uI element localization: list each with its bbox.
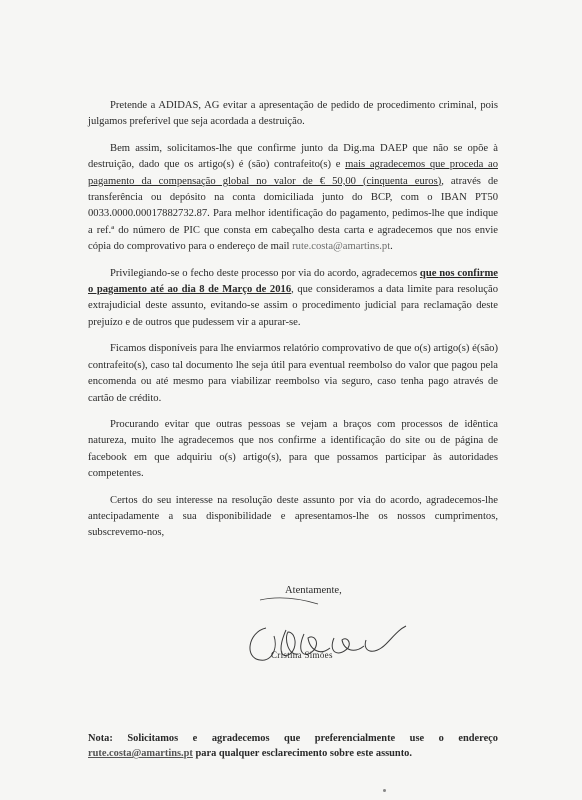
paragraph-5-text: Procurando evitar que outras pessoas se vejam a braços com processos de idêntica natureza, muito lhe agradecemos que nos confirme a identificação do site ou de página de facebook em que adquiriu o(s) artigo(s), para que possamos participar às autoridades competentes. bbox=[88, 418, 498, 480]
paragraph-5 bbox=[88, 417, 498, 483]
paragraph-6 bbox=[88, 493, 498, 542]
paragraph-2-text-a: Bem assim, solicitamos-lhe que confirme junto da Dig.ma DAEP que não se opõe à destruição, dado que os artigo(s) é (são) contrafeito(s) e bbox=[88, 142, 498, 171]
paragraph-2 bbox=[88, 141, 498, 256]
email-link[interactable]: rute.costa@amartins.pt bbox=[292, 241, 391, 253]
note-email-link[interactable]: rute.costa@amartins.pt bbox=[88, 748, 193, 759]
paragraph-4-text: Ficamos disponíveis para lhe enviarmos relatório comprovativo de que o(s) artigo(s) é(são) contrafeito(s), caso tal documento lhe seja útil para eventual reembolso do valor que pagou pela encomenda ou até mesmo para viabilizar reembolso via seguro, caso tenha pago através de cartão de crédito. bbox=[88, 343, 498, 404]
note-text-1: Solicitamos e agradecemos que preferencialmente use o endereço bbox=[112, 733, 498, 744]
signer-name: Cristina Simões bbox=[271, 650, 333, 660]
closing-salutation: Atentamente, bbox=[285, 585, 342, 596]
note-label: Nota: bbox=[88, 733, 113, 744]
letter-body bbox=[88, 98, 498, 552]
paragraph-1-text: Pretende a ADIDAS, AG evitar a apresentação de pedido de procedimento criminal, pois julgamos preferível que seja acordada a destruição. bbox=[88, 100, 498, 128]
paragraph-3-text-a: Privilegiando-se o fecho deste processo por via do acordo, agradecemos bbox=[110, 267, 420, 279]
paragraph-6-text: Certos do seu interesse na resolução deste assunto por via do acordo, agradecemos-lhe antecipadamente a sua disponibilidade e apresentamos-lhe os nossos cumprimentos, subscrevemo-nos, bbox=[88, 494, 498, 539]
payment-request-highlight: mais agradecemos que proceda ao pagamento da compensação global no valor de € 50,00 (cinquenta euros) bbox=[88, 159, 498, 187]
deadline-highlight: que nos confirme o pagamento até ao dia 8 de Março de 2016 bbox=[88, 267, 498, 296]
paragraph-4 bbox=[88, 341, 498, 407]
paragraph-2-text-e: . bbox=[390, 241, 393, 253]
note-text-2: para qualquer esclarecimento sobre este assunto. bbox=[192, 748, 412, 759]
paragraph-3-text-c: , que consideramos a data limite para resolução extrajudicial deste assunto, evitando-se assim o procedimento judicial para reclamação deste prejuízo e de outros que pudessem vir a apurar-se. bbox=[88, 284, 498, 328]
footer-note bbox=[88, 731, 498, 761]
paragraph-2-text-c: , através de transferência ou depósito na conta domiciliada junto do BCP, com o IBAN PT50 0033.0000.00017882732.87. Para melhor identificação do pagamento, pedimos-lhe que indique a ref.ª do número de PIC que consta em cabeçalho desta carta e agradecemos que nos envie cópia do comprovativo para o endereço de mail bbox=[88, 175, 498, 253]
paragraph-1 bbox=[88, 98, 498, 131]
paragraph-3 bbox=[88, 266, 498, 332]
scan-speck bbox=[383, 789, 386, 792]
